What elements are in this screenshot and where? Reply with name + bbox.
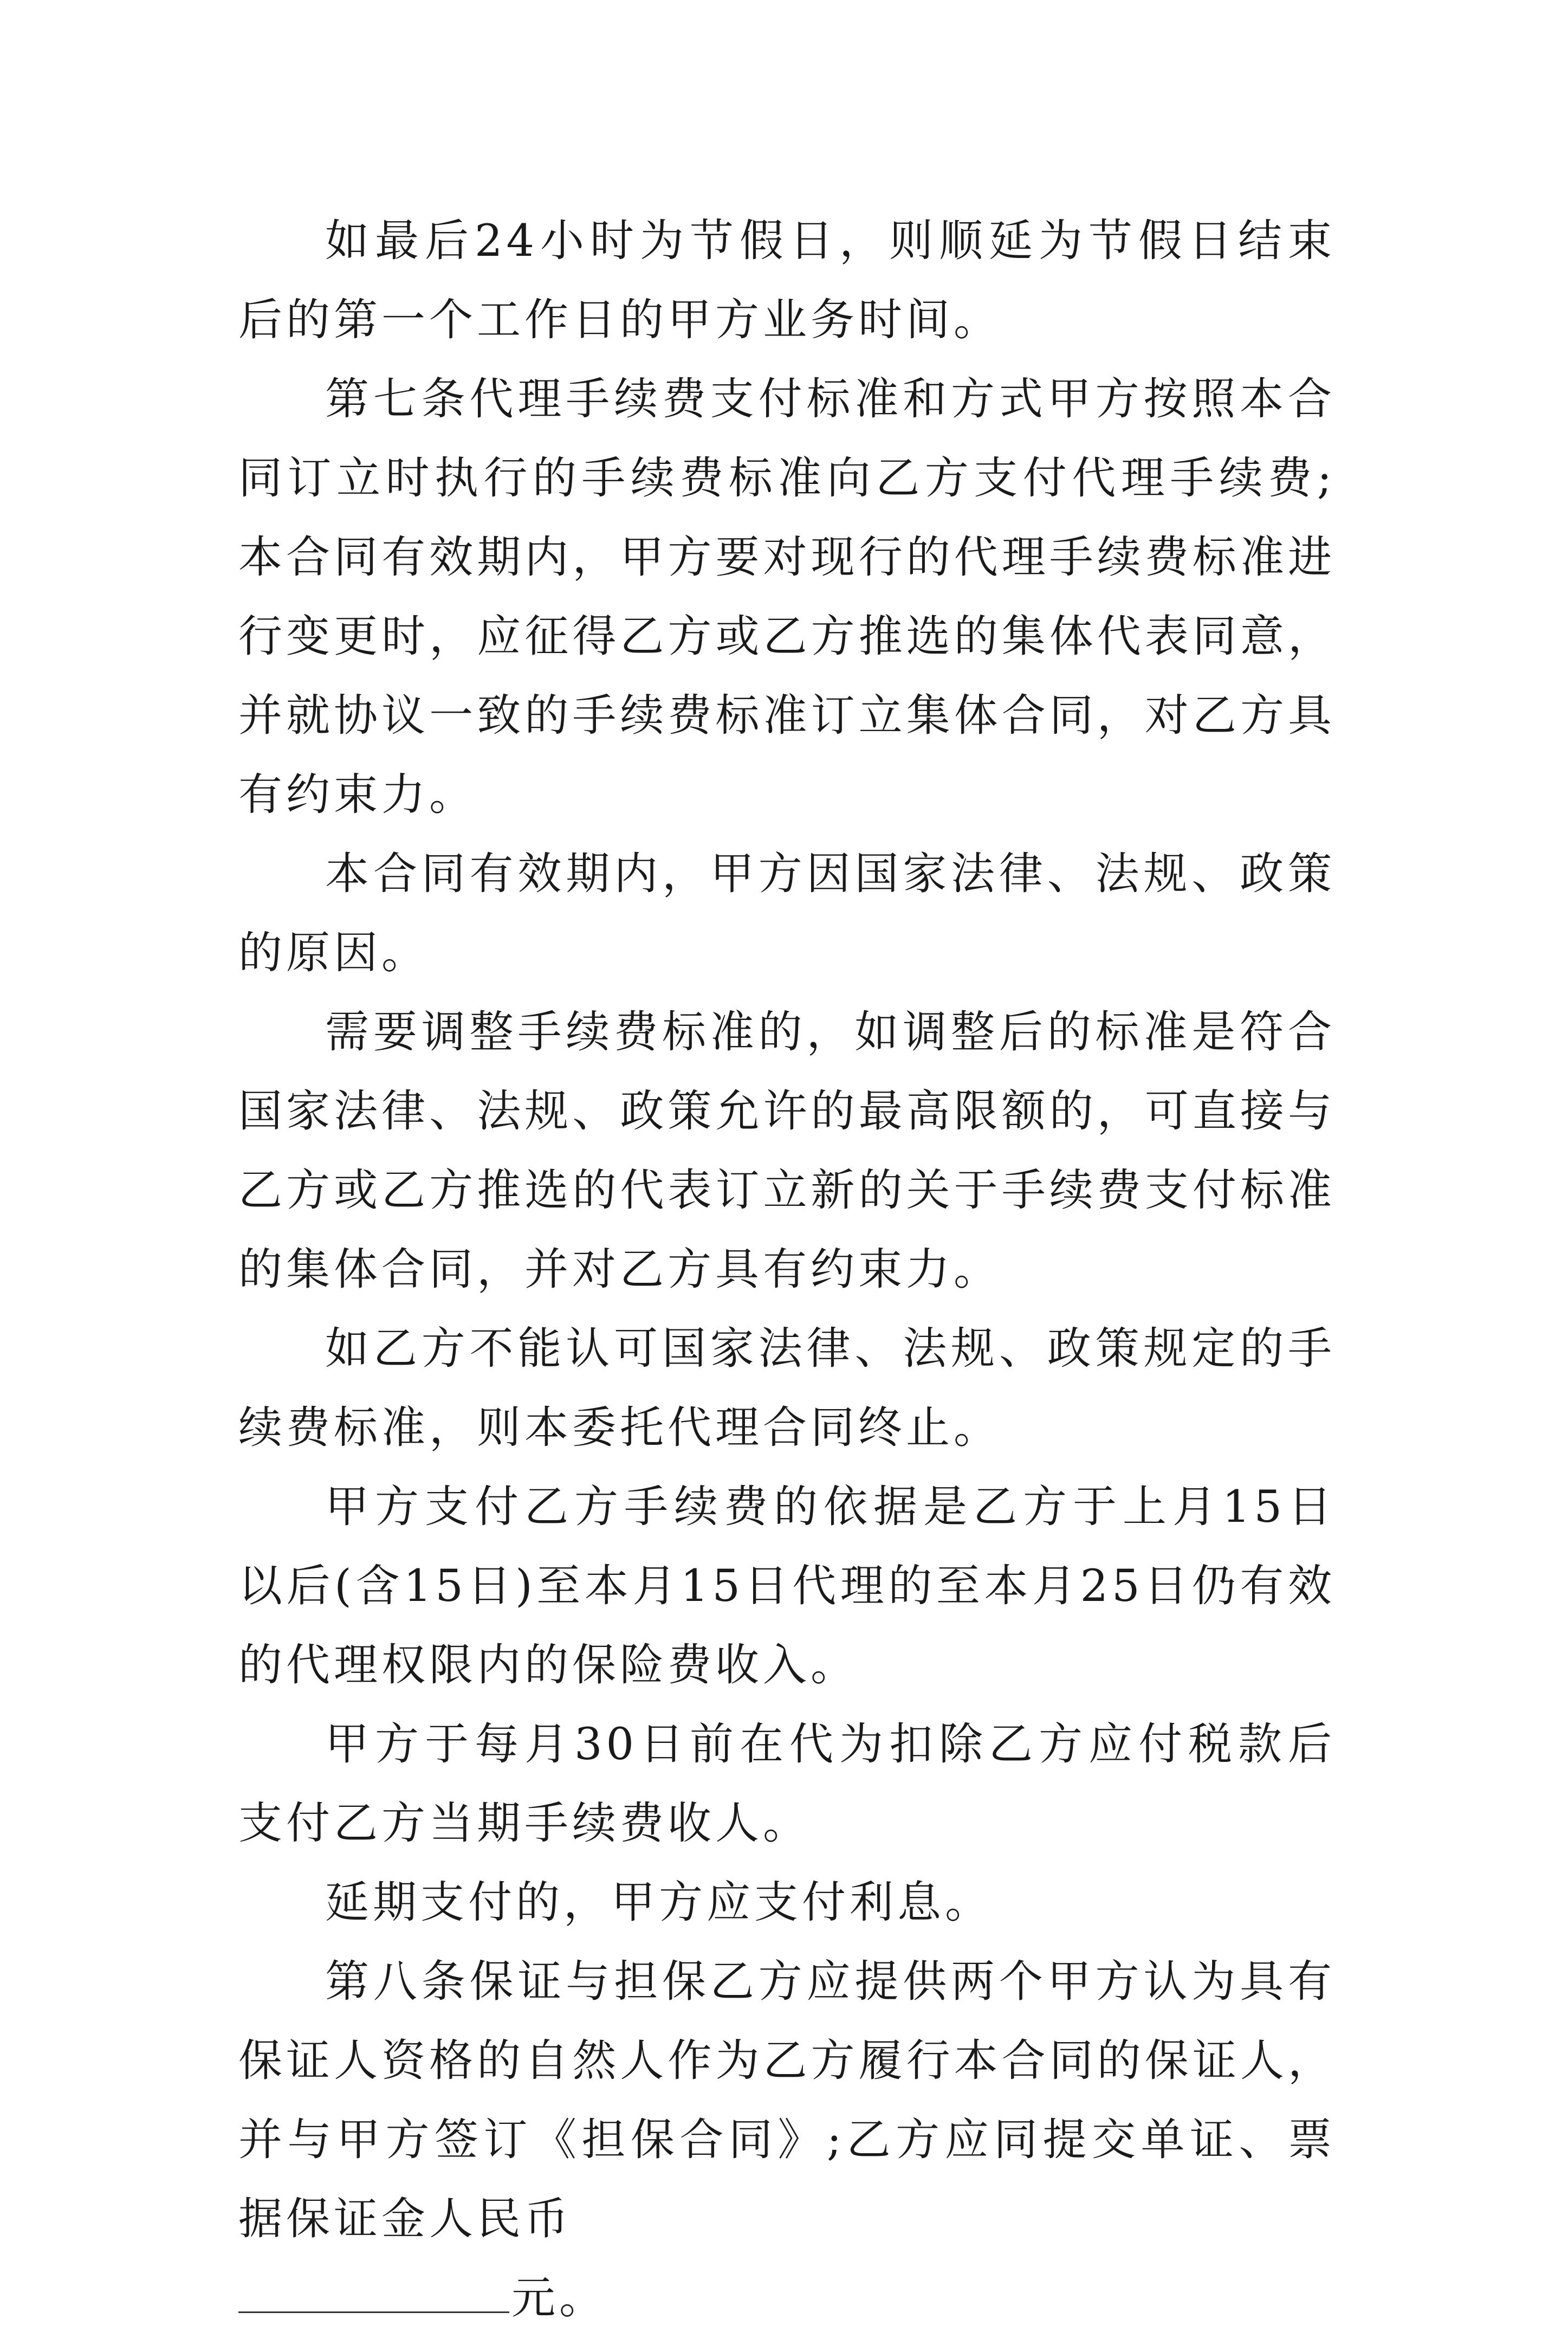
amount-line: [238, 2259, 1336, 2338]
paragraph-1: 如最后24小时为节假日，则顺延为节假日结束后的第一个工作日的甲方业务时间。: [238, 216, 1336, 346]
amount-suffix: 元。: [511, 2273, 607, 2324]
paragraph-4: 需要调整手续费标准的，如调整后的标准是符合国家法律、法规、政策允许的最高限额的，可直接与乙方或乙方推选的代表订立新的关于手续费支付标准的集体合同，并对乙方具有约束力。: [238, 1007, 1336, 1295]
paragraph-6: 甲方支付乙方手续费的依据是乙方于上月15日以后(含15日)至本月15日代理的至本月25日仍有效的代理权限内的保险费收入。: [238, 1482, 1336, 1691]
paragraph-7: 甲方于每月30日前在代为扣除乙方应付税款后支付乙方当期手续费收人。: [238, 1719, 1336, 1849]
document-body: [238, 202, 1336, 2338]
paragraph-2: 第七条代理手续费支付标准和方式甲方按照本合同订立时执行的手续费标准向乙方支付代理手续费;本合同有效期内，甲方要对现行的代理手续费标准进行变更时，应征得乙方或乙方推选的集体代表同意，并就协议一致的手续费标准订立集体合同，对乙方具有约束力。: [238, 374, 1336, 821]
paragraph-9: 第八条保证与担保乙方应提供两个甲方认为具有保证人资格的自然人作为乙方履行本合同的保证人，并与甲方签订《担保合同》;乙方应同提交单证、票据保证金人民币: [238, 1956, 1336, 2245]
paragraph-8: 延期支付的，甲方应支付利息。: [325, 1877, 993, 1928]
amount-blank: [238, 2274, 509, 2313]
paragraph-5: 如乙方不能认可国家法律、法规、政策规定的手续费标准，则本委托代理合同终止。: [238, 1323, 1336, 1454]
paragraph-3: 本合同有效期内，甲方因国家法律、法规、政策的原因。: [238, 849, 1336, 979]
